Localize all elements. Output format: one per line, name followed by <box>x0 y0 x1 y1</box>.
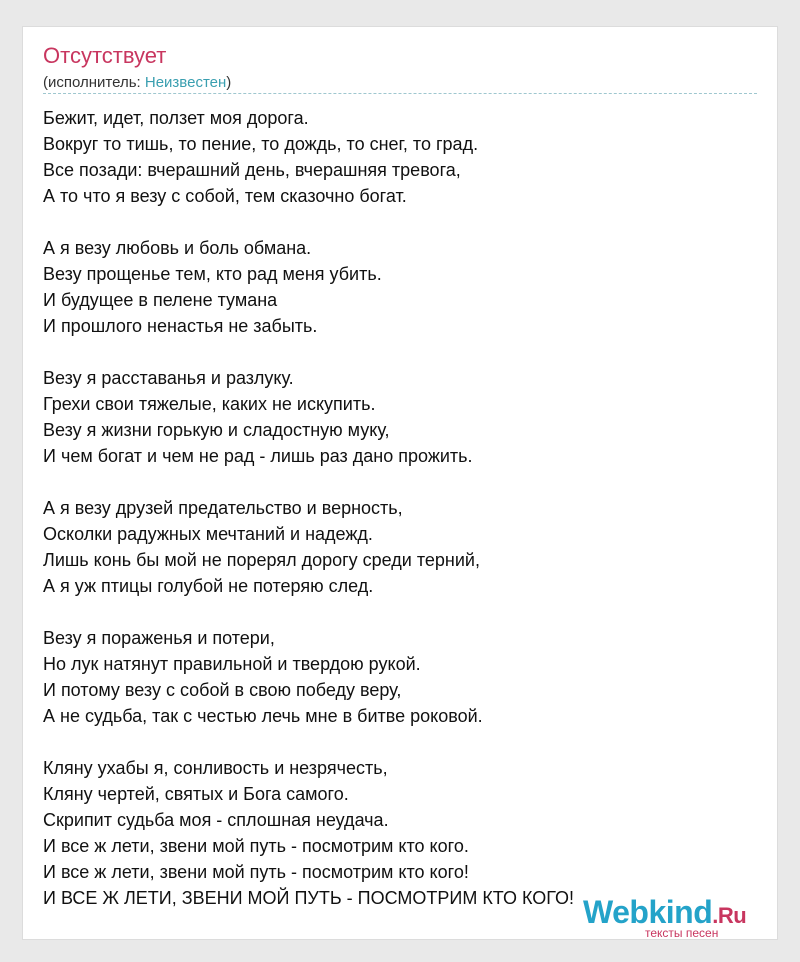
lyrics-line: И все ж лети, звени мой путь - посмотрим кто кого! <box>43 862 469 882</box>
lyrics-line: Осколки радужных мечтаний и надежд. <box>43 524 373 544</box>
lyrics-line: Лишь конь бы мой не порерял дорогу среди терний, <box>43 550 480 570</box>
lyrics-line: И прошлого ненастья не забыть. <box>43 316 318 336</box>
lyrics-stanza <box>43 755 763 911</box>
lyrics-line: А я уж птицы голубой не потеряю след. <box>43 576 374 596</box>
lyrics-line: А я везу друзей предательство и верность, <box>43 498 403 518</box>
lyrics-line: Кляну ухабы я, сонливость и незрячесть, <box>43 758 388 778</box>
lyrics-line: Кляну чертей, святых и Бога самого. <box>43 784 349 804</box>
lyrics-line: Все позади: вчерашний день, вчерашняя тревога, <box>43 160 461 180</box>
lyrics-line: Везу я пораженья и потери, <box>43 628 275 648</box>
lyrics-line: Везу я расставанья и разлуку. <box>43 368 294 388</box>
lyrics-line: И ВСЕ Ж ЛЕТИ, ЗВЕНИ МОЙ ПУТЬ - ПОСМОТРИМ КТО КОГО! <box>43 888 575 908</box>
artist-suffix: ) <box>226 74 232 91</box>
lyrics-line: Но лук натянут правильной и твердою рукой. <box>43 654 421 674</box>
logo-tagline: тексты песен <box>645 926 719 940</box>
lyrics-line: Грехи свои тяжелые, каких не искупить. <box>43 394 376 414</box>
lyrics-line: Везу прощенье тем, кто рад меня убить. <box>43 264 382 284</box>
header-divider <box>43 93 757 94</box>
song-title: Отсутствует <box>43 43 167 68</box>
logo-tld: .Ru <box>712 903 747 928</box>
artist-prefix: (исполнитель: <box>43 74 145 91</box>
lyrics-line: И все ж лети, звени мой путь - посмотрим кто кого. <box>43 836 469 856</box>
lyrics-line: Вокруг то тишь, то пение, то дождь, то снег, то град. <box>43 134 479 154</box>
logo-name: Webkind <box>583 894 713 930</box>
lyrics-stanza <box>43 495 763 599</box>
lyrics-line: И потому везу с собой в свою победу веру, <box>43 680 402 700</box>
site-logo[interactable] <box>583 894 773 940</box>
lyrics-line: А не судьба, так с честью лечь мне в битве роковой. <box>43 706 483 726</box>
lyrics-stanza <box>43 235 763 339</box>
lyrics-line: И чем богат и чем не рад - лишь раз дано прожить. <box>43 446 473 466</box>
artist-link[interactable]: Неизвестен <box>144 74 227 91</box>
lyrics-line: Везу я жизни горькую и сладостную муку, <box>43 420 390 440</box>
lyrics-stanza <box>43 625 763 729</box>
lyrics-stanza <box>43 105 763 209</box>
lyrics-stanza <box>43 365 763 469</box>
artist-line <box>43 74 231 91</box>
lyrics-card <box>22 26 778 940</box>
lyrics-line: Скрипит судьба моя - сплошная неудача. <box>43 810 389 830</box>
lyrics-line: А то что я везу с собой, тем сказочно богат. <box>43 186 407 206</box>
lyrics-line: И будущее в пелене тумана <box>43 290 278 310</box>
lyrics-line: Бежит, идет, ползет моя дорога. <box>43 108 309 128</box>
lyrics-line: А я везу любовь и боль обмана. <box>43 238 312 258</box>
lyrics-body <box>43 105 763 911</box>
